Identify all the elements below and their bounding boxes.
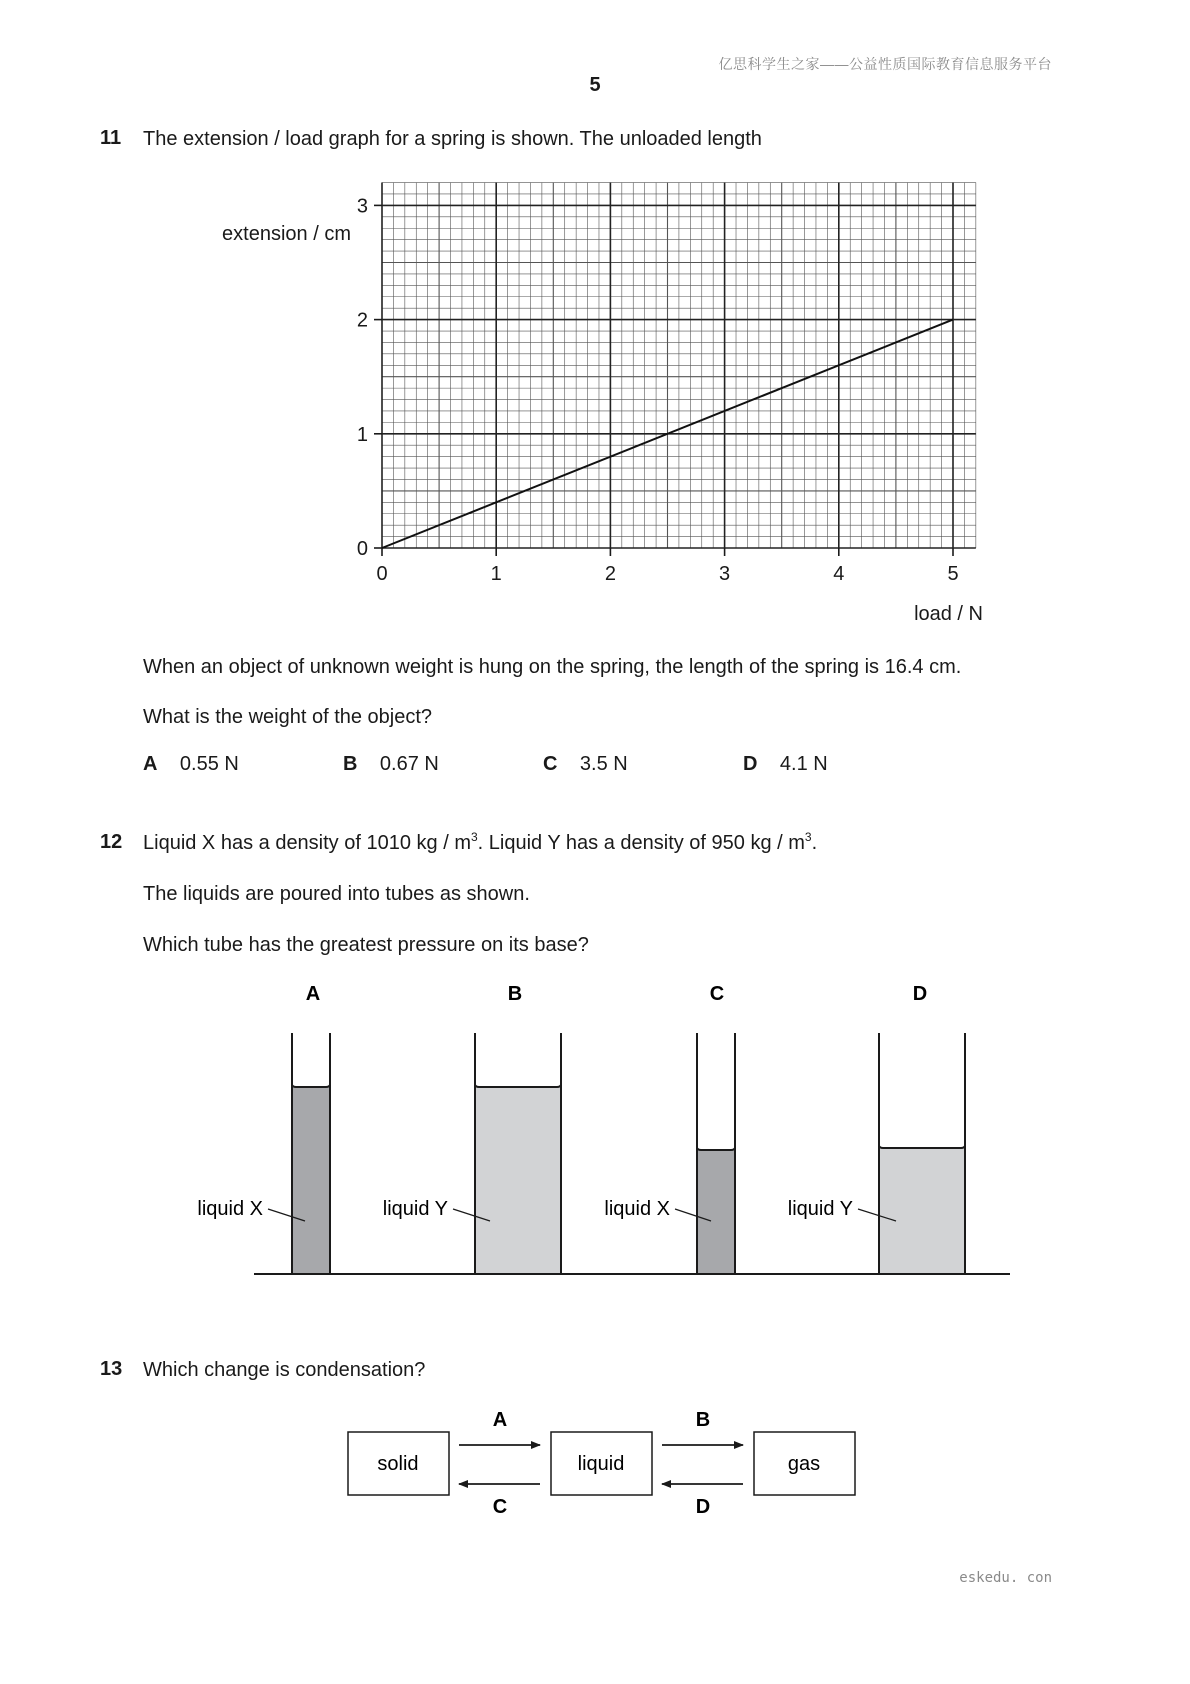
q11-number: 11 xyxy=(100,127,122,149)
x-tick-label: 2 xyxy=(604,563,616,585)
y-tick-label: 0 xyxy=(356,538,368,560)
option-letter: A xyxy=(143,753,158,775)
q12-line-3: Which tube has the greatest pressure on its base? xyxy=(143,934,589,956)
x-tick-label: 4 xyxy=(833,563,845,585)
option-value: 0.55 N xyxy=(179,753,239,775)
state-label: solid xyxy=(377,1453,419,1475)
tube-liquid-label: liquid Y xyxy=(382,1198,448,1220)
chart-ticks xyxy=(374,205,953,556)
q11-option-a[interactable] xyxy=(143,753,239,776)
q11-paragraph-1: When an object of unknown weight is hung on the spring, the length of the spring is 16.4 cm. xyxy=(143,656,962,678)
arrow-a[interactable] xyxy=(459,1409,540,1445)
arrow-c[interactable] xyxy=(459,1484,540,1518)
liquid-y-fill xyxy=(879,1148,965,1273)
q13-state-diagram xyxy=(0,1400,1190,1540)
q11-option-c[interactable] xyxy=(543,753,628,776)
q12-tubes-diagram xyxy=(0,970,1190,1320)
tube-d[interactable] xyxy=(788,983,965,1273)
state-box-solid xyxy=(348,1432,449,1495)
chart-grid-minor xyxy=(382,183,976,548)
option-letter: C xyxy=(543,753,558,775)
superscript-3: 3 xyxy=(470,830,478,844)
state-label: gas xyxy=(787,1453,821,1475)
arrow-b[interactable] xyxy=(662,1409,743,1445)
tube-c[interactable] xyxy=(604,983,735,1273)
arrow-letter: A xyxy=(492,1409,508,1431)
liquid-y-fill xyxy=(475,1087,561,1273)
meniscus xyxy=(292,1085,330,1087)
chart-y-axis-label: extension / cm xyxy=(222,223,351,245)
q12-line-2: The liquids are poured into tubes as shown. xyxy=(143,883,530,905)
q12-line-1-part-c: . xyxy=(811,832,818,854)
option-value: 3.5 N xyxy=(579,753,628,775)
state-box-gas xyxy=(754,1432,855,1495)
superscript-3: 3 xyxy=(804,830,812,844)
header-watermark: 亿思科学生之家——公益性质国际教育信息服务平台 xyxy=(718,56,1052,72)
state-box-liquid xyxy=(551,1432,652,1495)
meniscus xyxy=(879,1146,965,1148)
q11-option-b[interactable] xyxy=(343,753,439,776)
q12-number: 12 xyxy=(100,831,123,853)
y-tick-label: 2 xyxy=(356,309,368,332)
q11-option-d[interactable] xyxy=(743,753,828,776)
y-tick-label: 3 xyxy=(356,195,368,218)
arrow-letter: D xyxy=(695,1496,711,1518)
q12-line-1-part-a: Liquid X has a density of 1010 kg / m xyxy=(143,832,471,854)
x-tick-label: 5 xyxy=(947,563,959,585)
option-letter: D xyxy=(743,753,758,775)
liquid-x-fill xyxy=(292,1087,330,1273)
arrow-letter: B xyxy=(695,1409,711,1431)
tube-liquid-label: liquid Y xyxy=(787,1198,853,1220)
arrow-d[interactable] xyxy=(662,1484,743,1518)
option-value: 0.67 N xyxy=(379,753,439,775)
meniscus xyxy=(697,1148,735,1150)
tube-letter: B xyxy=(507,983,523,1005)
tube-b[interactable] xyxy=(383,983,561,1273)
tube-liquid-label: liquid X xyxy=(604,1198,670,1220)
q13-stem: Which change is condensation? xyxy=(143,1359,426,1381)
liquid-x-fill xyxy=(697,1150,735,1273)
y-tick-label: 1 xyxy=(356,423,368,446)
footer-watermark: eskedu. con xyxy=(959,1570,1052,1586)
x-tick-label: 1 xyxy=(490,563,502,585)
x-tick-label: 3 xyxy=(719,563,731,585)
state-label: liquid xyxy=(577,1453,625,1475)
tube-letter: D xyxy=(912,983,928,1005)
q11-stem: The extension / load graph for a spring is shown. The unloaded length xyxy=(143,128,762,150)
q12-line-1-part-b: . Liquid Y has a density of 950 kg / m xyxy=(477,832,805,854)
q11-chart xyxy=(0,0,1190,640)
option-value: 4.1 N xyxy=(779,753,828,775)
tube-a[interactable] xyxy=(197,983,330,1273)
tube-letter: A xyxy=(305,983,321,1005)
q11-paragraph-2: What is the weight of the object? xyxy=(143,706,433,728)
chart-x-axis-label: load / N xyxy=(914,603,983,625)
page-number: 5 xyxy=(589,74,601,96)
q13-number: 13 xyxy=(100,1358,123,1380)
option-letter: B xyxy=(343,753,358,775)
tube-letter: C xyxy=(709,983,725,1005)
chart-tick-labels xyxy=(357,195,959,585)
meniscus xyxy=(475,1085,561,1087)
arrow-letter: C xyxy=(492,1496,508,1518)
tube-liquid-label: liquid X xyxy=(197,1198,263,1220)
q12-line-1 xyxy=(143,831,817,855)
x-tick-label: 0 xyxy=(376,563,388,585)
